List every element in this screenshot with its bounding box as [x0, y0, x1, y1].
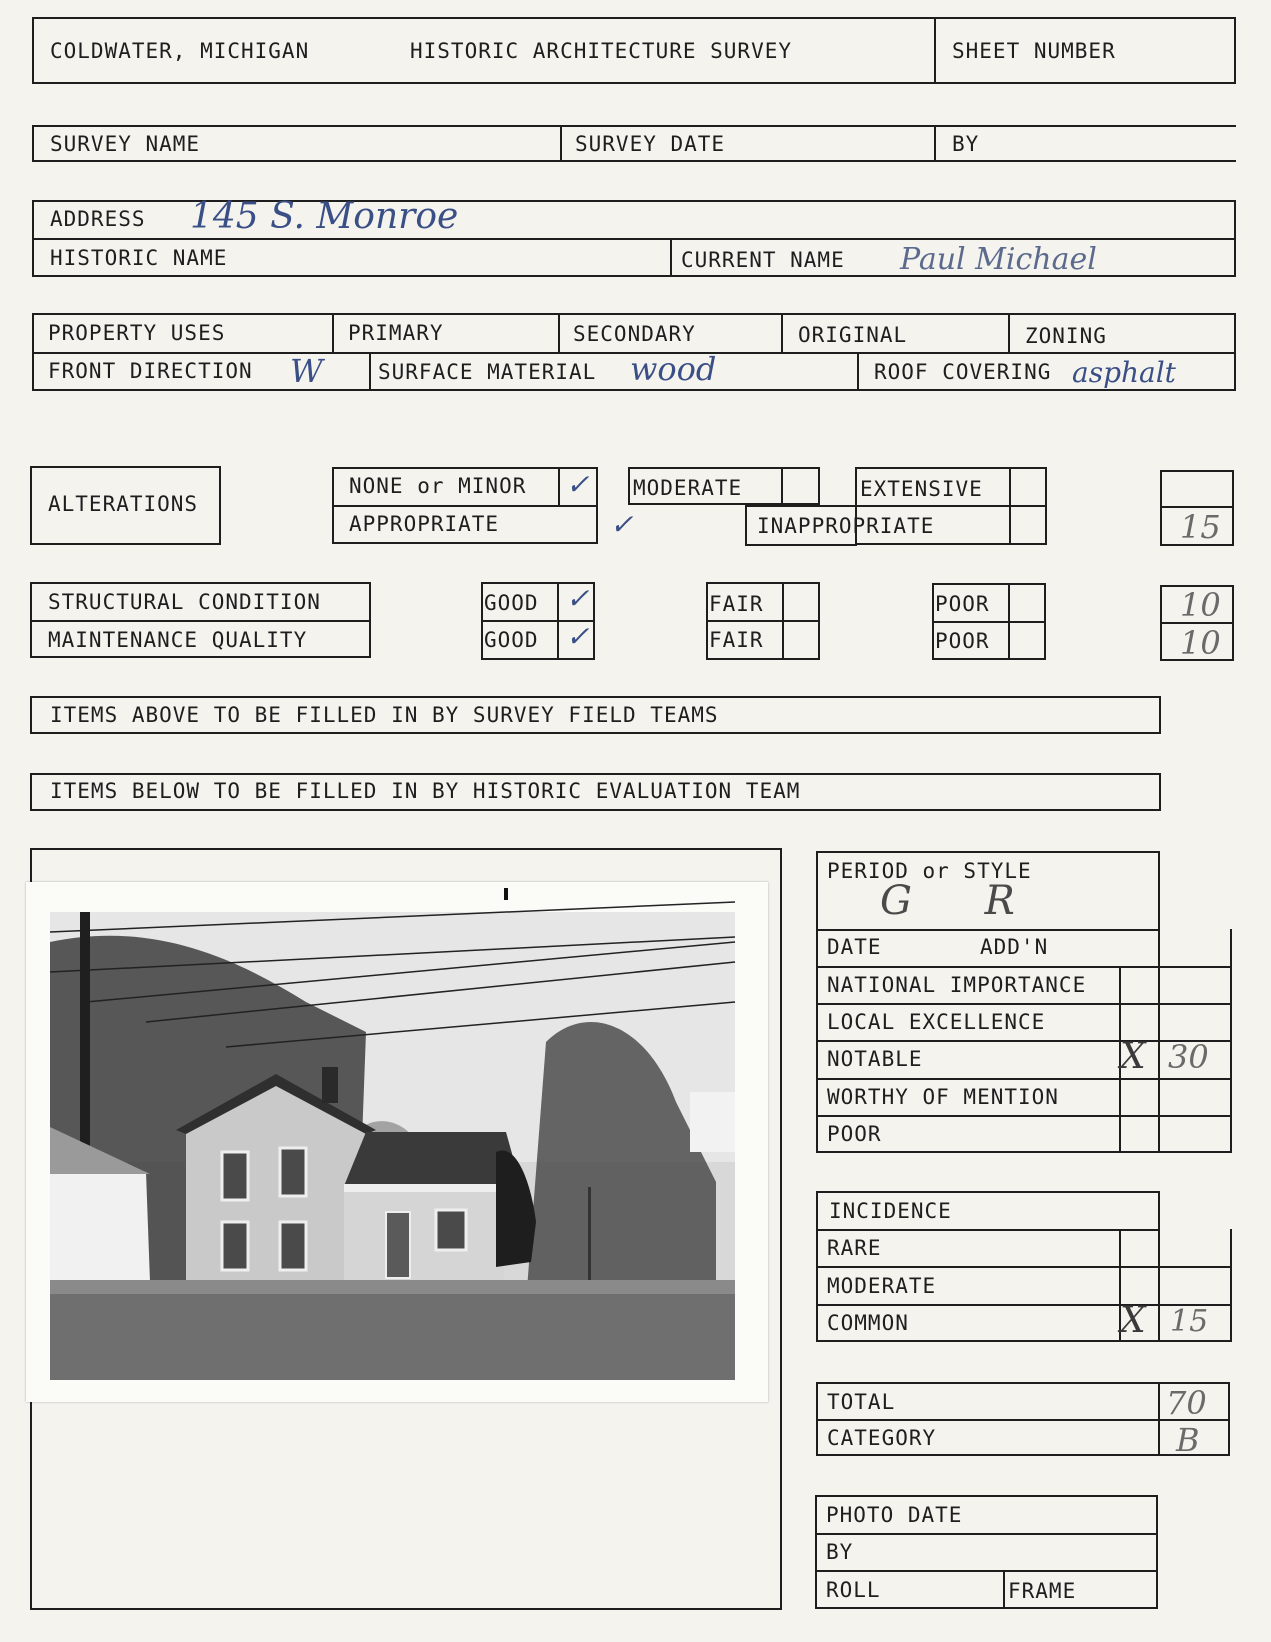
current-name-divider	[670, 238, 672, 277]
survey-date-label: SURVEY DATE	[575, 132, 726, 156]
notable-label: NOTABLE	[827, 1047, 923, 1071]
alterations-label: ALTERATIONS	[48, 492, 199, 516]
total-value: 70	[1166, 1384, 1207, 1422]
notable-mark: X	[1120, 1036, 1146, 1077]
property-uses-label: PROPERTY USES	[48, 321, 226, 345]
survey-by-label: BY	[952, 132, 980, 156]
address-mid-line	[32, 238, 1236, 240]
maintenance-score: 10	[1180, 624, 1221, 662]
evaluation-right-border	[1158, 929, 1160, 967]
incidence-line-1	[816, 1266, 1232, 1268]
property-div-secondary	[558, 313, 560, 352]
incidence-moderate-label: MODERATE	[827, 1274, 937, 1298]
header-city: COLDWATER, MICHIGAN	[50, 39, 310, 63]
extensive-check-divider	[1009, 467, 1011, 545]
common-label: COMMON	[827, 1311, 909, 1335]
note-below: ITEMS BELOW TO BE FILLED IN BY HISTORIC EVALUATION TEAM	[50, 779, 801, 803]
fair-check-divider	[782, 582, 784, 660]
current-name-value: Paul Michael	[900, 242, 1097, 277]
category-label: CATEGORY	[827, 1426, 937, 1450]
extensive-mid-line	[745, 505, 1047, 507]
photo-info-line-2	[815, 1570, 1158, 1572]
period-label: PERIOD or STYLE	[827, 859, 1032, 883]
maintenance-fair-label: FAIR	[709, 628, 764, 652]
good-check-divider	[557, 582, 559, 660]
property-div-original	[781, 313, 783, 352]
property-div-primary	[332, 313, 334, 352]
property-div-surface	[369, 352, 371, 391]
roof-covering-label: ROOF COVERING	[874, 360, 1052, 384]
primary-label: PRIMARY	[348, 321, 444, 345]
inappropriate-left	[745, 505, 747, 545]
notable-score: 30	[1168, 1038, 1209, 1076]
maintenance-quality-label: MAINTENANCE QUALITY	[48, 628, 308, 652]
original-label: ORIGINAL	[798, 323, 908, 347]
structural-condition-label: STRUCTURAL CONDITION	[48, 590, 321, 614]
mounted-photograph	[26, 882, 768, 1402]
zoning-label: ZONING	[1025, 324, 1107, 348]
none-minor-mark: ✓	[566, 468, 590, 501]
common-score: 15	[1170, 1304, 1209, 1339]
category-value: B	[1176, 1421, 1200, 1459]
incidence-label: INCIDENCE	[829, 1199, 952, 1223]
header-title: HISTORIC ARCHITECTURE SURVEY	[410, 39, 793, 63]
historic-name-label: HISTORIC NAME	[50, 246, 228, 270]
surface-material-value: wood	[630, 350, 717, 388]
eval-poor-label: POOR	[827, 1122, 882, 1146]
property-div-roof	[857, 352, 859, 391]
eval-line-1	[816, 966, 1232, 968]
structural-good-mark: ✓	[566, 582, 590, 615]
alterations-mid-left	[332, 505, 598, 507]
local-excellence-label: LOCAL EXCELLENCE	[827, 1010, 1046, 1034]
incidence-score-col	[1158, 1229, 1160, 1342]
extensive-label: EXTENSIVE	[860, 477, 983, 501]
survey-divider-2	[934, 125, 936, 162]
house-photo	[26, 882, 768, 1402]
structural-poor-label: POOR	[935, 592, 990, 616]
eval-line-5	[816, 1115, 1232, 1117]
photo-info-line-1	[815, 1533, 1158, 1535]
roof-covering-value: asphalt	[1072, 356, 1176, 389]
addn-label: ADD'N	[980, 935, 1049, 959]
fair-mid	[706, 620, 820, 622]
inappropriate-label: INAPPROPRIATE	[757, 514, 935, 538]
poor-check-divider	[1008, 583, 1010, 660]
total-label: TOTAL	[827, 1390, 896, 1414]
structural-score: 10	[1180, 586, 1221, 624]
appropriate-mark: ✓	[610, 508, 634, 541]
address-value: 145 S. Monroe	[190, 196, 459, 237]
none-minor-label: NONE or MINOR	[349, 474, 527, 498]
frame-label: FRAME	[1008, 1579, 1077, 1603]
frame-divider	[1003, 1570, 1005, 1609]
eval-score-col	[1158, 966, 1160, 1153]
structural-good-label: GOOD	[484, 591, 539, 615]
sheet-number-label: SHEET NUMBER	[952, 39, 1116, 63]
photo-date-label: PHOTO DATE	[826, 1503, 963, 1527]
poor-mid	[932, 621, 1046, 623]
note-above: ITEMS ABOVE TO BE FILLED IN BY SURVEY FIELD TEAMS	[50, 703, 719, 727]
rare-label: RARE	[827, 1236, 882, 1260]
maintenance-poor-label: POOR	[935, 629, 990, 653]
eval-line-4	[816, 1078, 1232, 1080]
totals-value-col	[1158, 1382, 1160, 1456]
date-label: DATE	[827, 935, 882, 959]
address-label: ADDRESS	[50, 207, 146, 231]
front-direction-value: W	[290, 352, 323, 390]
header-divider	[934, 17, 936, 84]
worthy-of-mention-label: WORTHY OF MENTION	[827, 1085, 1059, 1109]
property-div-zoning	[1008, 313, 1010, 352]
eval-line-2	[816, 1003, 1232, 1005]
alterations-score: 15	[1180, 508, 1221, 546]
inappropriate-bottom	[745, 544, 857, 546]
moderate-label: MODERATE	[633, 476, 743, 500]
current-name-label: CURRENT NAME	[681, 248, 845, 272]
condition-label-mid	[30, 620, 371, 622]
secondary-label: SECONDARY	[573, 322, 696, 346]
common-mark: X	[1120, 1300, 1146, 1341]
moderate-check-divider	[781, 467, 783, 505]
survey-name-label: SURVEY NAME	[50, 132, 201, 156]
survey-divider-1	[560, 125, 562, 162]
none-minor-check-divider	[558, 467, 560, 505]
maintenance-good-mark: ✓	[566, 620, 590, 653]
roll-label: ROLL	[826, 1578, 881, 1602]
front-direction-label: FRONT DIRECTION	[48, 359, 253, 383]
photo-by-label: BY	[826, 1540, 854, 1564]
period-value: G R	[880, 878, 1045, 924]
surface-material-label: SURFACE MATERIAL	[378, 360, 597, 384]
national-importance-label: NATIONAL IMPORTANCE	[827, 973, 1087, 997]
structural-fair-label: FAIR	[709, 592, 764, 616]
appropriate-label: APPROPRIATE	[349, 512, 500, 536]
maintenance-good-label: GOOD	[484, 628, 539, 652]
